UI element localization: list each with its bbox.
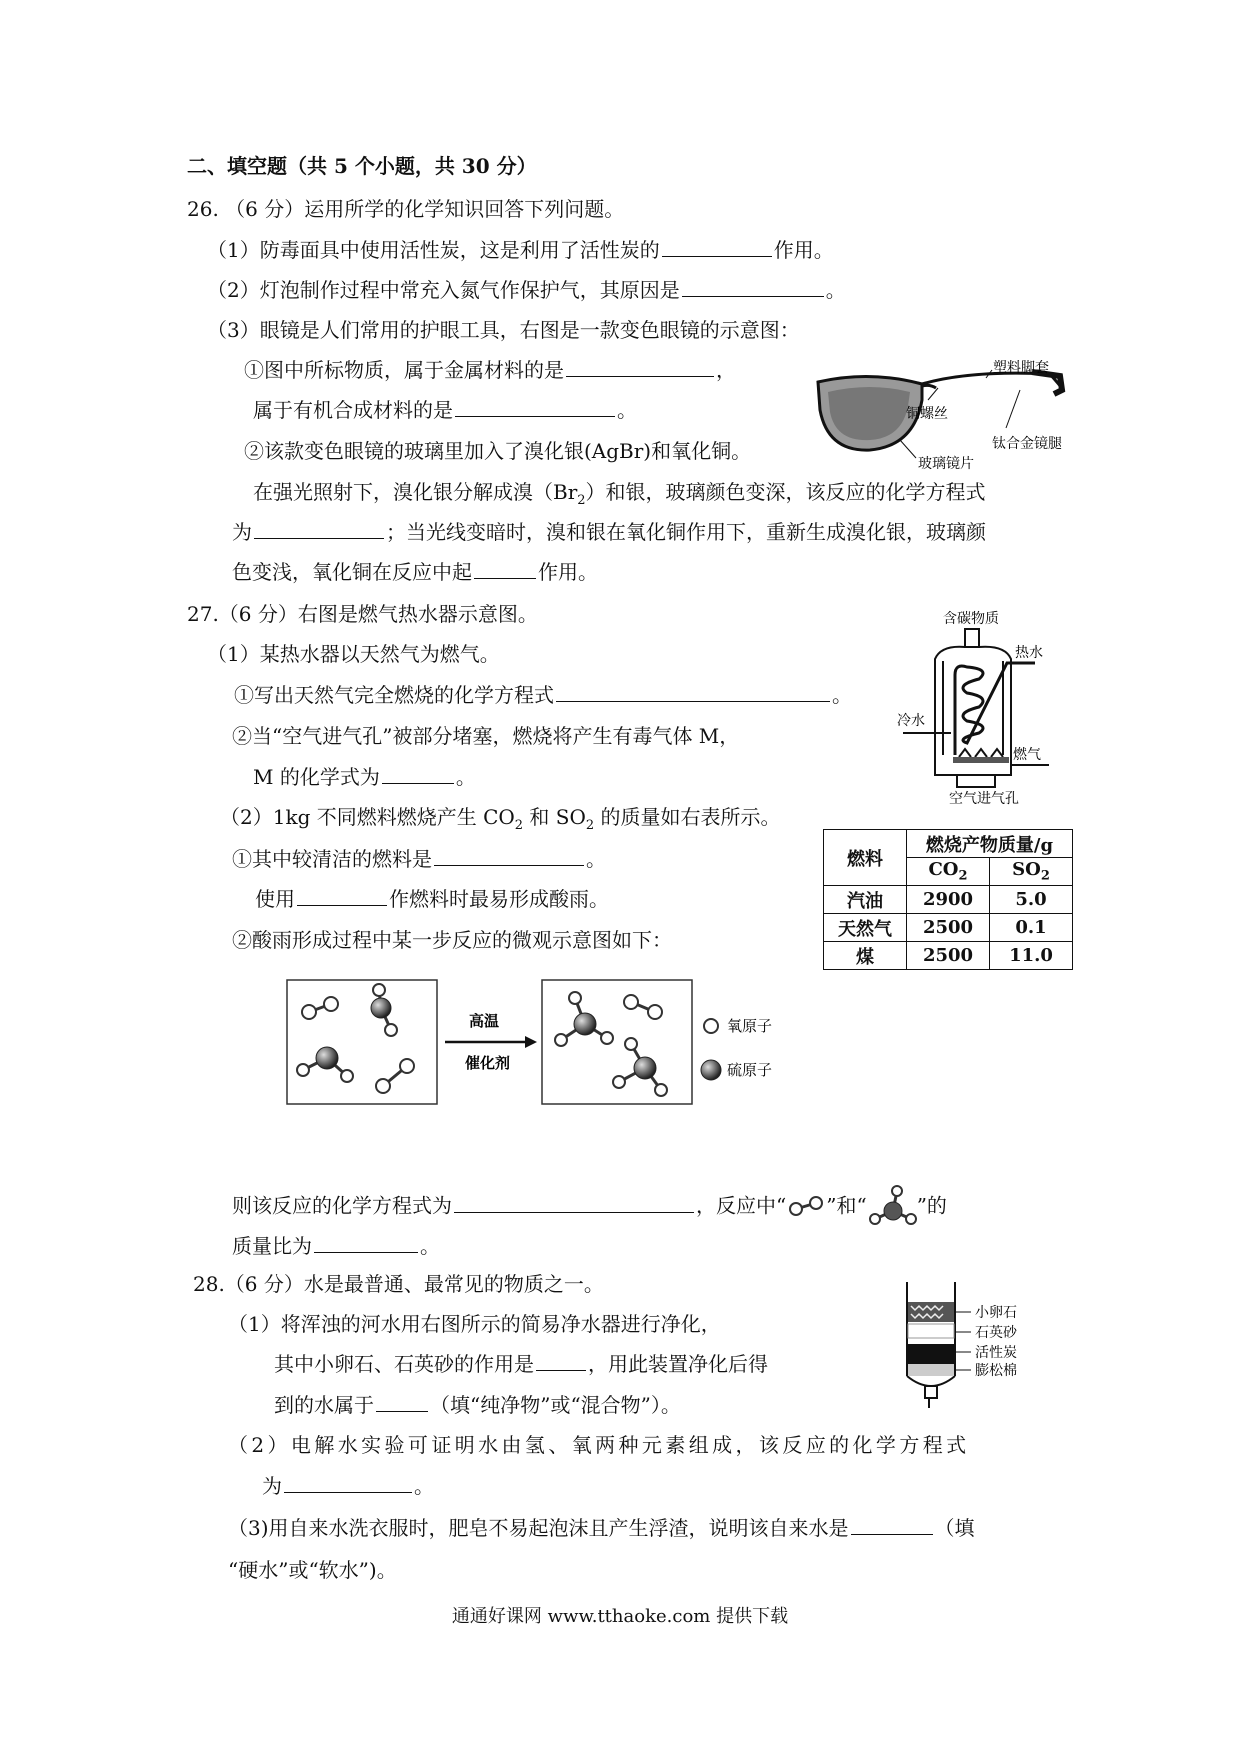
subscript: 2 <box>514 818 524 833</box>
q27-p2a <box>232 845 606 873</box>
q27-p2a-end: 。 <box>586 847 606 871</box>
table-cell-so2: 5.0 <box>990 886 1073 914</box>
q26-p3b <box>253 396 637 424</box>
q26-p1-end: 作用。 <box>773 238 834 262</box>
glasses-label-plastic: 塑料脚套 <box>993 360 1049 376</box>
q26-p3e <box>232 518 986 546</box>
q26-p3f <box>232 558 598 586</box>
q27-p1: （1）某热水器以天然气为燃气。 <box>207 642 500 666</box>
answer-blank[interactable] <box>851 1514 933 1535</box>
table-cell-so2: 0.1 <box>990 914 1073 942</box>
o2-molecule <box>302 997 338 1019</box>
table-row <box>824 886 1073 914</box>
q26-p1 <box>207 236 834 264</box>
page-footer: 通通好课网 www.tthaoke.com 提供下载 <box>451 1606 789 1627</box>
legend-oxygen-icon <box>704 1019 718 1033</box>
water-filter-figure <box>895 1282 1045 1412</box>
q26-p3b-text: 属于有机合成材料的是 <box>253 398 453 422</box>
subscript: 2 <box>1040 868 1050 884</box>
answer-blank[interactable] <box>682 276 824 297</box>
q28-p1: （1）将浑浊的河水用右图所示的简易净水器进行净化， <box>228 1312 721 1336</box>
q26-p3a-end: ， <box>716 358 736 382</box>
answer-blank[interactable] <box>376 1391 428 1412</box>
fuel-table <box>823 829 1073 970</box>
so2-molecule <box>297 1047 353 1082</box>
q27-p1c-end: 。 <box>455 765 476 789</box>
table-row <box>824 914 1073 942</box>
co2-label: CO <box>928 859 959 881</box>
sand-layer <box>908 1324 954 1338</box>
q26-p3b-end: 。 <box>617 398 637 422</box>
q28-p1a <box>274 1350 768 1378</box>
answer-blank[interactable] <box>434 845 584 866</box>
table-cell-co2: 2500 <box>907 942 990 970</box>
filter-label-sand: 石英砂 <box>975 1325 1017 1341</box>
bridge <box>922 385 936 388</box>
heater-label-top: 含碳物质 <box>943 611 999 627</box>
answer-blank[interactable] <box>662 236 772 257</box>
arrow-head <box>525 1036 537 1048</box>
q27-p3-mid2: ”和“ <box>826 1193 867 1218</box>
label-line <box>1006 390 1020 428</box>
q28-p3-end: （填 <box>934 1516 975 1540</box>
table-header-mass: 燃烧产物质量/g <box>907 830 1073 858</box>
q27-p2b-text: 使用 <box>255 887 295 911</box>
q26-p3f-end: 作用。 <box>538 560 598 584</box>
q28-p2a-text: 为 <box>262 1474 282 1498</box>
reaction-condition-bottom: 催化剂 <box>465 1054 511 1072</box>
q27-p1c <box>253 763 476 791</box>
q26-p3e-end: ；当光线变暗时，溴和银在氧化铜作用下，重新生成溴化银，玻璃颜 <box>386 520 986 544</box>
table-cell-co2: 2500 <box>907 914 990 942</box>
legend-sulfur-icon <box>701 1060 721 1080</box>
so2-label: SO <box>1012 859 1041 881</box>
q28-p2a <box>262 1472 434 1500</box>
q26-p3: （3）眼镜是人们常用的护眼工具，右图是一款变色眼镜的示意图： <box>207 318 800 342</box>
filter-label-carbon: 活性炭 <box>975 1345 1017 1361</box>
label-line <box>928 388 938 400</box>
heater-label-air: 空气进气孔 <box>949 791 1019 805</box>
q28-p3a: “硬水”或“软水”)。 <box>228 1558 397 1582</box>
q27-p2b <box>255 885 609 913</box>
so2-molecule <box>371 984 397 1036</box>
so3-molecule <box>555 992 613 1046</box>
q28-stem: 28.（6 分）水是最普通、最常见的物质之一。 <box>193 1272 604 1296</box>
cotton-layer <box>908 1364 954 1376</box>
q26-p3d <box>253 478 986 515</box>
q27-p3-mid1: ，反应中“ <box>696 1193 787 1218</box>
q28-p3-text: （3)用自来水洗衣服时，肥皂不易起泡沫且产生浮渣，说明该自来水是 <box>228 1516 849 1540</box>
label-line <box>900 440 916 458</box>
q26-p3f-text: 色变浅，氧化铜在反应中起 <box>232 560 472 584</box>
q27-p2c: ②酸雨形成过程中某一步反应的微观示意图如下： <box>232 928 672 952</box>
q27-p2-text: （2）1kg 不同燃料燃烧产生 CO <box>220 805 515 829</box>
answer-blank[interactable] <box>455 396 615 417</box>
section-title: 二、填空题（共 5 个小题，共 30 分） <box>187 154 537 178</box>
q27-p4-end: 。 <box>420 1234 440 1258</box>
table-cell-fuel: 天然气 <box>824 914 907 942</box>
q28-p1a-end: ，用此装置净化后得 <box>588 1352 768 1376</box>
q26-p1-text: （1）防毒面具中使用活性炭，这是利用了活性炭的 <box>207 238 660 262</box>
q28-p2: （2）电解水实验可证明水由氢、氧两种元素组成，该反应的化学方程式 <box>228 1433 970 1457</box>
subscript: 2 <box>958 868 968 884</box>
q27-p1a-text: ①写出天然气完全燃烧的化学方程式 <box>234 683 554 707</box>
q26-p3e-text: 为 <box>232 520 252 544</box>
water-heater-figure <box>895 605 1065 805</box>
q27-p4-text: 质量比为 <box>232 1234 312 1258</box>
burner-flames <box>959 749 1003 757</box>
q26-p3c: ②该款变色眼镜的玻璃里加入了溴化银(AgBr)和氧化铜。 <box>244 439 752 463</box>
q26-p2-text: （2）灯泡制作过程中常充入氮气作保护气，其原因是 <box>207 278 680 302</box>
answer-blank[interactable] <box>556 681 830 702</box>
answer-blank[interactable] <box>254 518 384 539</box>
so3-molecule-icon <box>867 1185 917 1229</box>
answer-blank[interactable] <box>454 1192 694 1213</box>
q28-p3 <box>228 1514 975 1542</box>
reaction-diagram <box>285 978 805 1108</box>
heater-label-cold: 冷水 <box>897 713 925 729</box>
q28-p1b-text: 到的水属于 <box>274 1393 374 1417</box>
q27-p4 <box>232 1232 440 1260</box>
q26-stem: 26. （6 分）运用所学的化学知识回答下列问题。 <box>187 197 625 221</box>
q28-p2a-end: 。 <box>414 1474 434 1498</box>
q26-p3d-end: ）和银，玻璃颜色变深，该反应的化学方程式 <box>585 480 986 504</box>
q28-p1b-end: （填“纯净物”或“混合物”）。 <box>430 1393 681 1417</box>
answer-blank[interactable] <box>284 1472 412 1493</box>
filter-label-pebble: 小卵石 <box>975 1305 1017 1321</box>
legend-sulfur: 硫原子 <box>727 1061 773 1079</box>
reactant-box <box>287 980 437 1104</box>
heater-label-hot: 热水 <box>1015 645 1043 661</box>
answer-blank[interactable] <box>382 763 454 784</box>
subscript: 2 <box>585 818 595 833</box>
glasses-label-copper: 铜螺丝 <box>906 406 948 422</box>
q27-p3-text: 则该反应的化学方程式为 <box>232 1193 452 1218</box>
air-inlet <box>957 775 995 787</box>
q26-p2-end: 。 <box>825 278 846 302</box>
answer-blank[interactable] <box>536 1350 586 1371</box>
table-cell-co2: 2900 <box>907 886 990 914</box>
legend-oxygen: 氧原子 <box>727 1017 773 1035</box>
heating-coil <box>955 663 1035 755</box>
q26-p3a-text: ①图中所标物质，属于金属材料的是 <box>244 358 564 382</box>
q27-stem: 27.（6 分）右图是燃气热水器示意图。 <box>187 602 538 626</box>
q27-p3-end: ”的 <box>916 1193 947 1218</box>
table-cell-so2: 11.0 <box>990 942 1073 970</box>
glasses-label-lens: 玻璃镜片 <box>918 456 974 472</box>
heater-body <box>935 647 1011 775</box>
q27-p3 <box>232 1185 947 1229</box>
answer-blank[interactable] <box>566 356 714 377</box>
filter-label-cotton: 膨松棉 <box>975 1363 1017 1379</box>
q26-p2 <box>207 276 846 304</box>
filter-bottom <box>907 1376 955 1386</box>
q27-p2 <box>220 803 781 840</box>
q27-p1a-end: 。 <box>832 683 852 707</box>
q27-p1a <box>234 681 852 709</box>
q27-p1b: ②当“空气进气孔”被部分堵塞，燃烧将产生有毒气体 M， <box>232 724 740 748</box>
table-cell-fuel: 煤 <box>824 942 907 970</box>
q26-p3d-text: 在强光照射下，溴化银分解成溴（Br <box>253 480 578 504</box>
o2-molecule-icon <box>786 1195 826 1219</box>
q27-p2-mid: 和 SO <box>523 805 586 829</box>
table-header-fuel: 燃料 <box>824 830 907 886</box>
table-header-co2 <box>907 858 990 886</box>
subscript: 2 <box>577 493 586 508</box>
table-header-so2 <box>990 858 1073 886</box>
glasses-figure <box>810 360 1070 476</box>
answer-blank[interactable] <box>474 558 536 579</box>
q27-p1c-text: M 的化学式为 <box>253 765 380 789</box>
reaction-condition-top: 高温 <box>469 1012 500 1030</box>
o2-molecule <box>624 995 662 1019</box>
table-cell-fuel: 汽油 <box>824 886 907 914</box>
q27-p2a-text: ①其中较清洁的燃料是 <box>232 847 432 871</box>
so3-molecule <box>613 1038 667 1096</box>
answer-blank[interactable] <box>314 1232 418 1253</box>
q27-p2b-end: 作燃料时最易形成酸雨。 <box>389 887 609 911</box>
q26-p3a <box>244 356 736 384</box>
burner <box>953 757 1009 763</box>
chimney <box>965 629 979 647</box>
table-row <box>824 942 1073 970</box>
heater-label-gas: 燃气 <box>1013 747 1041 763</box>
answer-blank[interactable] <box>297 885 387 906</box>
glasses-label-titanium: 钛合金镜腿 <box>992 436 1062 452</box>
q28-p1b <box>274 1391 681 1419</box>
outlet <box>925 1386 937 1398</box>
carbon-layer <box>908 1344 954 1364</box>
q27-p2-end: 的质量如右表所示。 <box>594 805 781 829</box>
o2-molecule <box>376 1059 414 1093</box>
q28-p1a-text: 其中小卵石、石英砂的作用是 <box>274 1352 534 1376</box>
